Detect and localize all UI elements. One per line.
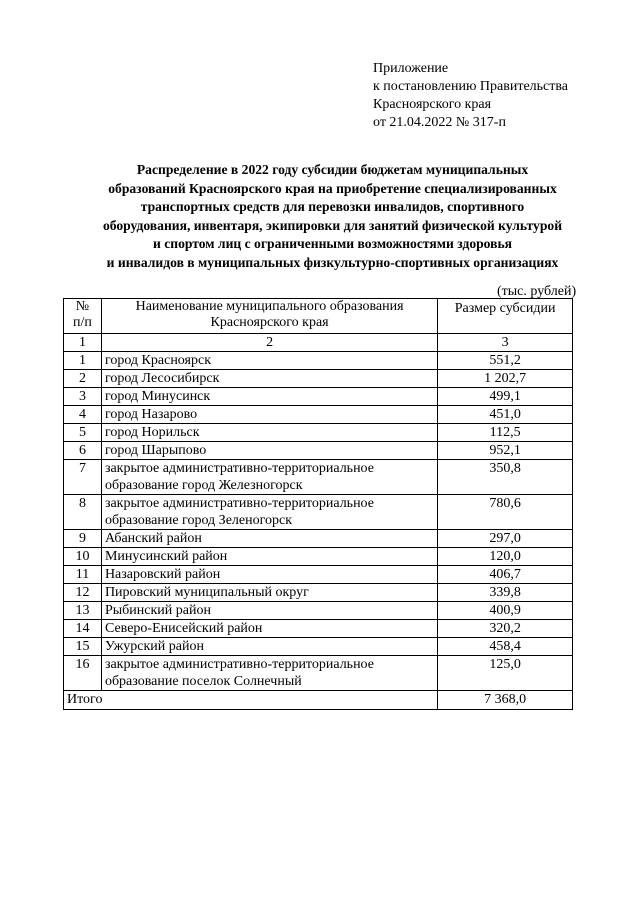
table-row bbox=[64, 495, 573, 530]
row-name: город Лесосибирск bbox=[101, 370, 437, 388]
row-num: 14 bbox=[64, 620, 102, 638]
row-amount: 406,7 bbox=[438, 566, 573, 584]
row-amount: 451,0 bbox=[438, 406, 573, 424]
column-index: 3 bbox=[438, 334, 573, 352]
row-amount: 297,0 bbox=[438, 530, 573, 548]
row-num: 13 bbox=[64, 602, 102, 620]
row-amount: 400,9 bbox=[438, 602, 573, 620]
table-row bbox=[64, 566, 573, 584]
row-num: 5 bbox=[64, 424, 102, 442]
row-amount: 551,2 bbox=[438, 352, 573, 370]
table-row bbox=[64, 460, 573, 495]
row-amount: 120,0 bbox=[438, 548, 573, 566]
row-name: город Назарово bbox=[101, 406, 437, 424]
row-name: Пировский муниципальный округ bbox=[101, 584, 437, 602]
row-name: Абанский район bbox=[101, 530, 437, 548]
appendix-line: от 21.04.2022 № 317-п bbox=[373, 115, 506, 130]
row-num: 9 bbox=[64, 530, 102, 548]
column-index-row bbox=[64, 334, 573, 352]
table-row bbox=[64, 352, 573, 370]
total-label: Итого bbox=[64, 691, 438, 710]
row-amount: 350,8 bbox=[438, 460, 573, 495]
table-row bbox=[64, 602, 573, 620]
total-amount: 7 368,0 bbox=[438, 691, 573, 710]
row-num: 10 bbox=[64, 548, 102, 566]
header-num-line2: п/п bbox=[73, 315, 92, 330]
row-name: город Минусинск bbox=[101, 388, 437, 406]
row-amount: 125,0 bbox=[438, 656, 573, 691]
row-num: 11 bbox=[64, 566, 102, 584]
appendix-line: к постановлению Правительства bbox=[373, 79, 569, 94]
row-name: город Шарыпово bbox=[101, 442, 437, 460]
header-num bbox=[64, 299, 102, 334]
table-row bbox=[64, 656, 573, 691]
row-name: город Красноярск bbox=[101, 352, 437, 370]
header-amount: Размер субсидии bbox=[438, 299, 573, 334]
row-num: 7 bbox=[64, 460, 102, 495]
row-amount: 499,1 bbox=[438, 388, 573, 406]
row-name-line2: образование город Зеленогорск bbox=[104, 513, 293, 528]
title-line: образований Красноярского края на приобретение специализированных bbox=[108, 180, 557, 196]
row-name-line1: закрытое административно-территориальное bbox=[104, 496, 374, 511]
appendix-line: Приложение bbox=[373, 61, 449, 76]
row-num: 8 bbox=[64, 495, 102, 530]
title-line: Распределение в 2022 году субсидии бюджетам муниципальных bbox=[136, 162, 529, 177]
row-name bbox=[101, 656, 437, 691]
units-label: (тыс. рублей) bbox=[497, 284, 577, 299]
row-amount: 112,5 bbox=[438, 424, 573, 442]
table-row bbox=[64, 530, 573, 548]
column-index: 2 bbox=[101, 334, 437, 352]
row-name bbox=[101, 495, 437, 530]
table-total-row bbox=[64, 691, 573, 710]
row-num: 12 bbox=[64, 584, 102, 602]
row-amount: 952,1 bbox=[438, 442, 573, 460]
table-header-row bbox=[64, 299, 573, 334]
table-row bbox=[64, 584, 573, 602]
row-num: 6 bbox=[64, 442, 102, 460]
row-name bbox=[101, 460, 437, 495]
table-row bbox=[64, 388, 573, 406]
title-line: оборудования, инвентаря, экипировки для занятий физической культурой bbox=[102, 217, 563, 233]
table-row bbox=[64, 638, 573, 656]
title-line: транспортных средств для перевозки инвалидов, спортивного bbox=[140, 199, 525, 215]
header-name-line1: Наименование муниципального образования bbox=[135, 299, 404, 314]
table-row bbox=[64, 424, 573, 442]
row-name-line2: образование город Железногорск bbox=[104, 478, 303, 493]
row-name-line2: образование поселок Солнечный bbox=[104, 674, 302, 689]
table-row bbox=[64, 406, 573, 424]
title-line: и инвалидов в муниципальных физкультурно-спортивных организациях bbox=[106, 254, 559, 270]
row-name: Северо-Енисейский район bbox=[101, 620, 437, 638]
header-num-line1: № bbox=[75, 299, 90, 314]
appendix-block bbox=[373, 60, 568, 132]
row-num: 2 bbox=[64, 370, 102, 388]
row-amount: 1 202,7 bbox=[438, 370, 573, 388]
row-amount: 780,6 bbox=[438, 495, 573, 530]
subsidy-table bbox=[63, 298, 573, 710]
row-name: Назаровский район bbox=[101, 566, 437, 584]
row-name-line1: закрытое административно-территориальное bbox=[104, 461, 374, 476]
table-row bbox=[64, 620, 573, 638]
row-num: 15 bbox=[64, 638, 102, 656]
row-name: Минусинский район bbox=[101, 548, 437, 566]
row-name: город Норильск bbox=[101, 424, 437, 442]
column-index: 1 bbox=[64, 334, 102, 352]
header-name-line2: Красноярского края bbox=[210, 315, 329, 330]
row-num: 3 bbox=[64, 388, 102, 406]
header-name bbox=[101, 299, 437, 334]
document-title bbox=[60, 161, 605, 273]
row-name-line1: закрытое административно-территориальное bbox=[104, 657, 374, 672]
table-row bbox=[64, 548, 573, 566]
row-amount: 458,4 bbox=[438, 638, 573, 656]
row-num: 16 bbox=[64, 656, 102, 691]
table-row bbox=[64, 442, 573, 460]
row-name: Ужурский район bbox=[101, 638, 437, 656]
appendix-line: Красноярского края bbox=[373, 97, 492, 112]
row-amount: 339,8 bbox=[438, 584, 573, 602]
title-line: и спортом лиц с ограниченными возможностями здоровья bbox=[152, 236, 513, 252]
row-name: Рыбинский район bbox=[101, 602, 437, 620]
row-amount: 320,2 bbox=[438, 620, 573, 638]
table-row bbox=[64, 370, 573, 388]
row-num: 4 bbox=[64, 406, 102, 424]
row-num: 1 bbox=[64, 352, 102, 370]
